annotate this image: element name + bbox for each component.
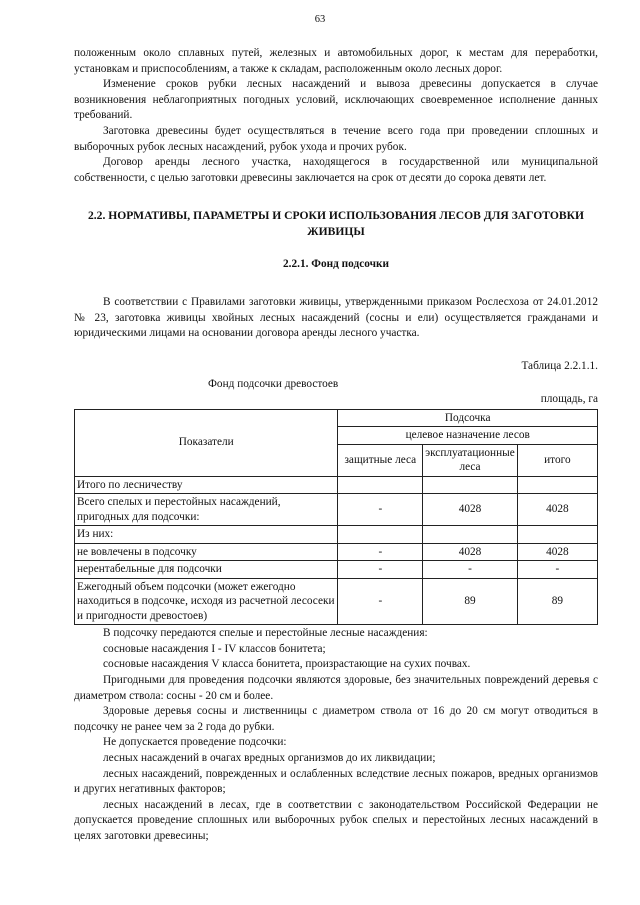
- total-cell: [517, 526, 597, 544]
- table-row: [75, 578, 598, 625]
- section-title: 2.2. НОРМАТИВЫ, ПАРАМЕТРЫ И СРОКИ ИСПОЛЬЗОВАНИЯ ЛЕСОВ ДЛЯ ЗАГОТОВКИ ЖИВИЦЫ: [87, 209, 585, 238]
- table-body: [75, 476, 598, 625]
- page-content: [74, 46, 598, 845]
- exploitation-cell: 4028: [423, 543, 518, 561]
- page-number: 63: [314, 14, 326, 25]
- table-row: [75, 543, 598, 561]
- exploitation-cell: -: [423, 561, 518, 579]
- total-cell: -: [517, 561, 597, 579]
- paragraph-protected-forests: лесных насаждений в лесах, где в соответствии с законодательством Российской Федерации не допускается проведение сплошных или выборочных рубок спелых и перестойных лесных насаждений в целях заготовки древесины;: [74, 798, 598, 842]
- paragraph-pest-foci: лесных насаждений в очагах вредных организмов до их ликвидации;: [103, 751, 436, 764]
- subsection-title: 2.2.1. Фонд подсочки: [283, 257, 389, 270]
- table-caption: Фонд подсочки древостоев: [208, 377, 339, 390]
- paragraph-tapping-rules: В соответствии с Правилами заготовки живицы, утвержденными приказом Рослесхоза от 24.01.2012 № 23, заготовка живицы хвойных лесных насаждений (сосны и ели) осуществляется гражданами и юридическими лицами на основании договора аренды лесного участка.: [74, 296, 598, 340]
- header-exploitation: эксплуатационные леса: [423, 444, 518, 476]
- table-row: [75, 494, 598, 526]
- exploitation-cell: 89: [423, 578, 518, 625]
- paragraph-bonitet-v: сосновые насаждения V класса бонитета, произрастающие на сухих почвах.: [103, 658, 471, 671]
- paragraph-suitable-trees: Пригодными для проведения подсочки являются здоровые, без значительных повреждений деревья с диаметром ствола: сосны - 20 см и более.: [74, 673, 598, 702]
- table-units: площадь, га: [540, 393, 598, 406]
- paragraph-healthy-trees: Здоровые деревья сосны и лиственницы с диаметром ствола от 16 до 20 см могут отводиться в подсочку не ранее чем за 2 года до рубки.: [74, 705, 598, 733]
- header-group: Подсочка: [338, 409, 598, 427]
- row-label-cell: Всего спелых и перестойных насаждений, пригодных для подсочки:: [75, 494, 338, 526]
- paragraph-schedule-change: Изменение сроков рубки лесных насаждений и вывоза древесины допускается в случае возникновения неблагоприятных погодных условий, исключающих своевременное исполнение данных требований.: [74, 78, 598, 122]
- table-row: [75, 526, 598, 544]
- protective-cell: -: [338, 494, 423, 526]
- protective-cell: [338, 476, 423, 494]
- protective-cell: -: [338, 561, 423, 579]
- row-label-cell: Итого по лесничеству: [75, 476, 338, 494]
- header-total: итого: [517, 444, 597, 476]
- exploitation-cell: [423, 476, 518, 494]
- total-cell: [517, 476, 597, 494]
- row-label-cell: Ежегодный объем подсочки (может ежегодно находиться в подсочке, исходя из расчетной лесосеки и пригодности древостоев): [75, 578, 338, 625]
- paragraph-lease-term: Договор аренды лесного участка, находящегося в государственной или муниципальной собственности, с целью заготовки древесины заключается на срок от десяти до сорока девяти лет.: [74, 156, 598, 184]
- tapping-fund-table: [74, 409, 598, 626]
- total-cell: 89: [517, 578, 597, 625]
- row-label-cell: не вовлечены в подсочку: [75, 543, 338, 561]
- paragraph-harvest-period: Заготовка древесины будет осуществляться в течение всего года при проведении сплошных и выборочных рубок лесных насаждений, рубок ухода и прочих рубок.: [74, 124, 598, 153]
- paragraph-transferred: В подсочку передаются спелые и перестойные лесные насаждения:: [103, 627, 428, 640]
- row-label-cell: Из них:: [75, 526, 338, 544]
- total-cell: 4028: [517, 543, 597, 561]
- protective-cell: [338, 526, 423, 544]
- header-protective: защитные леса: [338, 444, 423, 476]
- table-row: [75, 561, 598, 579]
- header-indicators: Показатели: [75, 409, 338, 476]
- protective-cell: -: [338, 578, 423, 625]
- header-subgroup: целевое назначение лесов: [338, 427, 598, 445]
- table-row: [75, 476, 598, 494]
- after-table-text: [74, 626, 598, 844]
- table-label: Таблица 2.2.1.1.: [521, 359, 598, 372]
- total-cell: 4028: [517, 494, 597, 526]
- paragraph-bonitet-i-iv: сосновые насаждения I - IV классов бонитета;: [103, 642, 326, 655]
- exploitation-cell: 4028: [423, 494, 518, 526]
- exploitation-cell: [423, 526, 518, 544]
- paragraph-continuation: положенным около сплавных путей, железных и автомобильных дорог, к местам для переработки, установкам и приспособлениям, а также к складам, расположенным около лесных дорог.: [74, 47, 598, 75]
- row-label-cell: нерентабельные для подсочки: [75, 561, 338, 579]
- paragraph-not-allowed: Не допускается проведение подсочки:: [103, 736, 287, 749]
- table-header-row: [75, 409, 598, 427]
- paragraph-damaged-stands: лесных насаждений, поврежденных и ослабленных вследствие лесных пожаров, вредных организмов и других негативных факторов;: [74, 767, 598, 796]
- protective-cell: -: [338, 543, 423, 561]
